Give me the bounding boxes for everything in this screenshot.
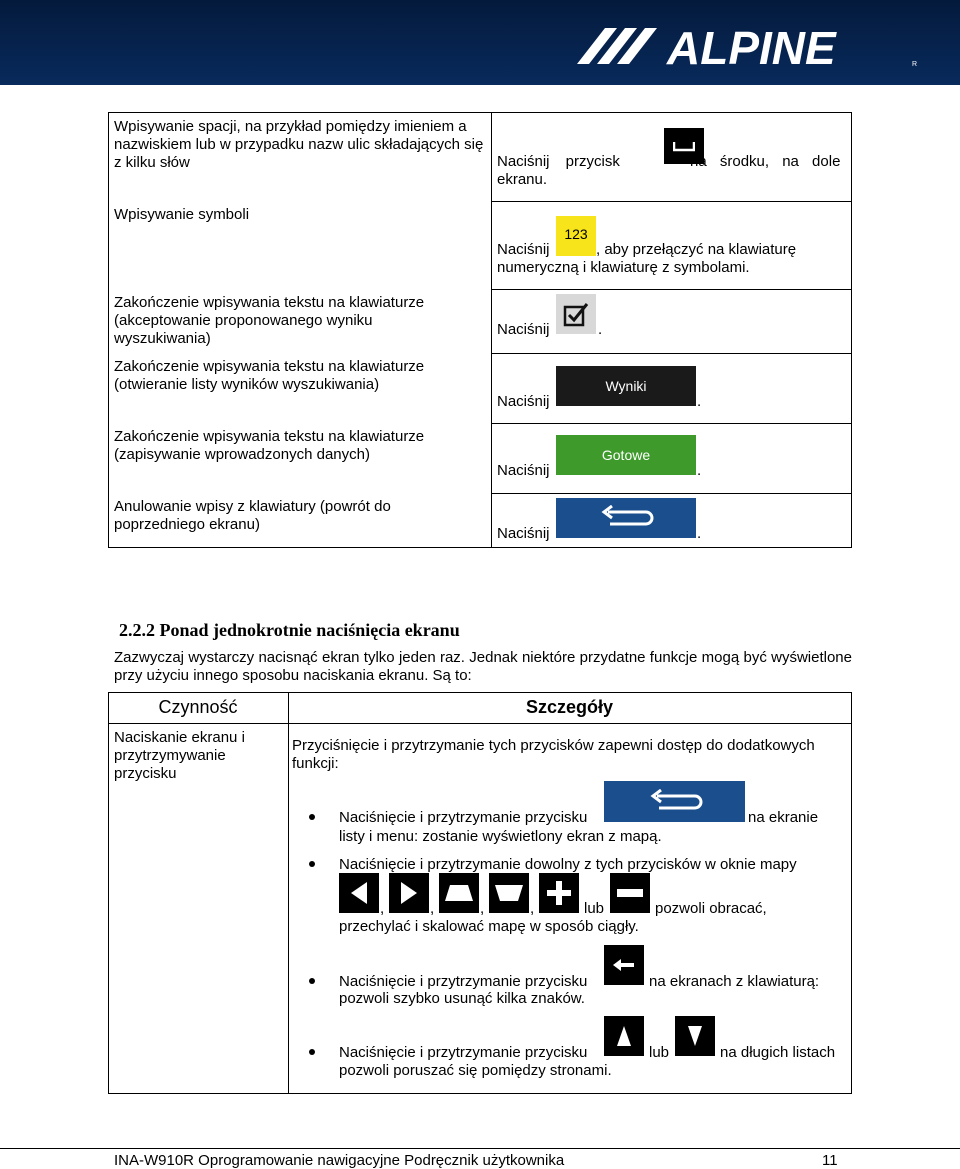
row-symbols-action: Wpisywanie symboli (114, 206, 250, 223)
numeric-keyboard-button[interactable]: 123 (556, 216, 596, 256)
done-button[interactable]: Gotowe (556, 435, 696, 475)
comma: , (530, 900, 535, 917)
triangle-down-icon (687, 1025, 703, 1047)
space-icon (673, 140, 695, 152)
row-results-action: Zakończenie wpisywania tekstu na klawiaturze (otwieranie listy wyników wyszukiwania) (114, 358, 425, 393)
page-up-button[interactable] (604, 1016, 644, 1056)
bullet (309, 1049, 315, 1055)
row-results-detail-pre: Naciśnij (497, 393, 550, 410)
map-tilt-up-button[interactable] (439, 873, 479, 913)
section-intro: Zazwyczaj wystarczy nacisnąć ekran tylko jeden raz. Jednak niektóre przydatne funkcje mogą być wyświetlone przy użyciu innego sposobu naciskania ekranu. Są to: (114, 649, 852, 684)
minus-icon (617, 889, 643, 897)
b1-post: na ekranie (748, 809, 819, 826)
alpine-logo (577, 22, 922, 70)
b3-line2: pozwoli szybko usunąć kilka znaków. (339, 990, 585, 1007)
footer-doc-title: INA-W910R Oprogramowanie nawigacyjne Podręcznik użytkownika (114, 1152, 565, 1169)
map-left-button[interactable] (339, 873, 379, 913)
row-cancel-detail-post: . (697, 525, 702, 542)
row-space-detail-post: na środku, na dole ekranu. (497, 153, 841, 188)
row-symbols-detail-post: , aby przełączyć na klawiaturę numeryczną i klawiaturę z symbolami. (497, 241, 797, 276)
row-space-detail-pre: Naciśnij przycisk (497, 153, 620, 170)
plus-icon (546, 880, 572, 906)
checkbox-icon (563, 301, 589, 327)
back-arrow-icon (596, 505, 656, 531)
row-save-action: Zakończenie wpisywania tekstu na klawiaturze (zapisywanie wprowadzonych danych) (114, 428, 425, 463)
accept-result-button[interactable] (556, 294, 596, 334)
b1-pre: Naciśnięcie i przytrzymanie przycisku (339, 809, 588, 826)
or-text: lub (584, 900, 605, 917)
long-press-intro: Przyciśnięcie i przytrzymanie tych przycisków zapewni dostęp do dodatkowych funkcji: (292, 737, 815, 772)
b4-post: na długich listach (720, 1044, 836, 1061)
b1-line2: listy i menu: zostanie wyświetlony ekran z mapą. (339, 828, 662, 845)
back-arrow-icon (645, 789, 705, 815)
row-save-detail-pre: Naciśnij (497, 462, 550, 479)
back-button-long-press[interactable] (604, 781, 745, 822)
map-right-button[interactable] (389, 873, 429, 913)
backspace-button[interactable] (604, 945, 644, 985)
row-cancel-detail-pre: Naciśnij (497, 525, 550, 542)
b3-pre: Naciśnięcie i przytrzymanie przycisku (339, 973, 588, 990)
tilt-up-icon (444, 884, 474, 902)
comma: , (480, 900, 485, 917)
comma: , (380, 900, 385, 917)
row-accept-detail-pre: Naciśnij (497, 321, 550, 338)
col-detail-header: Szczegóły (525, 697, 614, 717)
footer-divider (0, 1148, 960, 1149)
row-results-detail-post: . (697, 393, 702, 410)
b4-or: lub (649, 1044, 670, 1061)
section-title: 2.2.2 Ponad jednokrotnie naciśnięcia ekranu (119, 620, 460, 640)
b2-line1: Naciśnięcie i przytrzymanie dowolny z tych przycisków w oknie mapy (339, 856, 797, 873)
b4-line2: pozwoli poruszać się pomiędzy stronami. (339, 1062, 612, 1079)
zoom-out-button[interactable] (610, 873, 650, 913)
back-button[interactable] (556, 498, 696, 538)
backspace-icon (613, 959, 635, 971)
results-button[interactable]: Wyniki (556, 366, 696, 406)
triangle-up-icon (616, 1025, 632, 1047)
zoom-in-button[interactable] (539, 873, 579, 913)
b4-pre: Naciśnięcie i przytrzymanie przycisku (339, 1044, 588, 1061)
row-accept-action: Zakończenie wpisywania tekstu na klawiaturze (akceptowanie proponowanego wyniku wyszukiwania) (114, 294, 425, 347)
row-cancel-action: Anulowanie wpisy z klawiatury (powrót do poprzedniego ekranu) (114, 498, 391, 533)
b3-post: na ekranach z klawiaturą: (649, 973, 820, 990)
tilt-down-icon (494, 884, 524, 902)
svg-text:R: R (912, 61, 918, 68)
map-tilt-down-button[interactable] (489, 873, 529, 913)
arrow-right-icon (399, 881, 419, 905)
col-action-header: Czynność (158, 697, 238, 717)
svg-text:ALPINE: ALPINE (667, 22, 836, 70)
arrow-left-icon (349, 881, 369, 905)
row-save-detail-post: . (697, 462, 702, 479)
b2-line3: przechylać i skalować mapę w sposób ciągły. (339, 918, 639, 935)
row-accept-detail-post: . (598, 321, 603, 338)
row-symbols-detail-pre: Naciśnij (497, 241, 550, 258)
b2-post: pozwoli obracać, (655, 900, 767, 917)
row-space-action: Wpisywanie spacji, na przykład pomiędzy imieniem a nazwiskiem lub w przypadku nazw ulic składających się z kilku słów (114, 118, 484, 171)
footer-page-number: 11 (822, 1152, 838, 1169)
bullet (309, 861, 315, 867)
page-down-button[interactable] (675, 1016, 715, 1056)
bullet (309, 978, 315, 984)
long-press-action: Naciskanie ekranu i przytrzymywanie przycisku (114, 729, 245, 782)
comma: , (430, 900, 435, 917)
bullet (309, 814, 315, 820)
brand-header (0, 0, 960, 85)
